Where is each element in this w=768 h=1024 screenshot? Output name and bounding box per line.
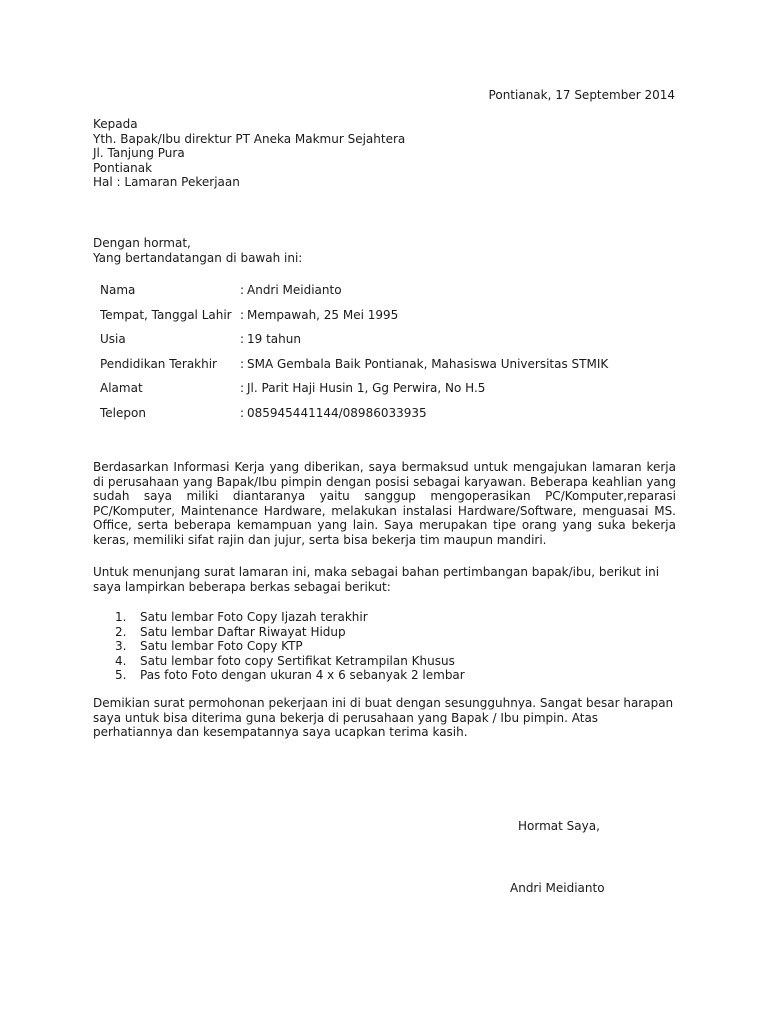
bio-separator: : (240, 332, 245, 346)
bio-separator: : (240, 405, 245, 420)
bio-row (100, 357, 690, 382)
body-paragraph-skills: Berdasarkan Informasi Kerja yang diberikan, saya bermaksud untuk mengajukan lamaran kerja di perusahaan yang Bapak/Ibu pimpin dengan posisi sebagai karyawan. Beberapa keahlian yang sudah saya miliki diantaranya yaitu sanggup mengoperasikan PC/Komputer,reparasi PC/Komputer, Maintenance Hardware, melakukan instalasi Hardware/Software, menguasai MS. Office, serta beberapa kemampuan yang lain. Saya merupakan tipe orang yang suka bekerja keras, memiliki sifat rajin dan jujur, serta bisa bekerja tim maupun mandiri. (93, 460, 676, 547)
list-number: 4. (115, 653, 127, 668)
bio-table (100, 283, 690, 430)
address-line: Pontianak (93, 160, 153, 175)
list-text: Satu lembar foto copy Sertifikat Ketrampilan Khusus (140, 653, 455, 668)
list-item (115, 625, 465, 640)
bio-separator: : (240, 307, 245, 322)
list-number: 2. (115, 624, 127, 639)
letter-date: Pontianak, 17 September 2014 (488, 88, 675, 102)
bio-label: Telepon (100, 405, 146, 420)
bio-value: 085945441144/08986033935 (247, 405, 427, 420)
intro-line: Yang bertandatangan di bawah ini: (93, 250, 303, 265)
bio-value: Jl. Parit Haji Husin 1, Gg Perwira, No H.5 (247, 381, 486, 395)
closing-salutation: Hormat Saya, (518, 819, 600, 833)
list-item (115, 639, 465, 654)
list-text: Satu lembar Daftar Riwayat Hidup (140, 624, 346, 639)
list-text: Satu lembar Foto Copy KTP (140, 639, 303, 653)
bio-label: Nama (100, 283, 136, 297)
bio-value: Andri Meidianto (247, 283, 342, 297)
greeting (93, 236, 302, 265)
bio-separator: : (240, 283, 245, 297)
bio-value: SMA Gembala Baik Pontianak, Mahasiswa Universitas STMIK (247, 356, 609, 371)
address-line: Yth. Bapak/Ibu direktur PT Aneka Makmur Sejahtera (93, 131, 406, 146)
bio-row (100, 406, 690, 431)
bio-row (100, 332, 690, 357)
bio-row (100, 381, 690, 406)
subject-line: Hal : Lamaran Pekerjaan (93, 175, 240, 189)
signer-name: Andri Meidianto (510, 881, 605, 895)
bio-row (100, 283, 690, 308)
body-paragraph-attachments-intro: Untuk menunjang surat lamaran ini, maka sebagai bahan pertimbangan bapak/ibu, berikut ini saya lampirkan beberapa berkas sebagai berikut: (93, 565, 660, 594)
list-item (115, 610, 465, 625)
address-line: Kepada (93, 117, 138, 131)
bio-separator: : (240, 356, 245, 371)
bio-label: Usia (100, 332, 126, 346)
bio-value: 19 tahun (247, 332, 301, 346)
list-number: 3. (115, 639, 127, 653)
list-item (115, 654, 465, 669)
bio-value: Mempawah, 25 Mei 1995 (247, 307, 399, 322)
bio-row (100, 308, 690, 333)
recipient-address (93, 117, 405, 190)
bio-label: Alamat (100, 381, 143, 395)
bio-label: Tempat, Tanggal Lahir (100, 307, 232, 322)
list-number: 1. (115, 610, 127, 624)
list-number: 5. (115, 668, 127, 682)
list-text: Satu lembar Foto Copy Ijazah terakhir (140, 610, 368, 624)
body-paragraph-closing: Demikian surat permohonan pekerjaan ini di buat dengan sesungguhnya. Sangat besar harapan saya untuk bisa diterima guna bekerja di perusahaan yang Bapak / Ibu pimpin. Atas perhatiannya dan kesempatannya saya ucapkan terima kasih. (93, 696, 674, 739)
bio-label: Pendidikan Terakhir (100, 356, 217, 371)
address-line: Jl. Tanjung Pura (93, 146, 185, 160)
attachment-list (115, 610, 465, 683)
list-text: Pas foto Foto dengan ukuran 4 x 6 sebanyak 2 lembar (140, 668, 465, 682)
bio-separator: : (240, 381, 245, 395)
list-item (115, 668, 465, 683)
salutation: Dengan hormat, (93, 236, 191, 250)
